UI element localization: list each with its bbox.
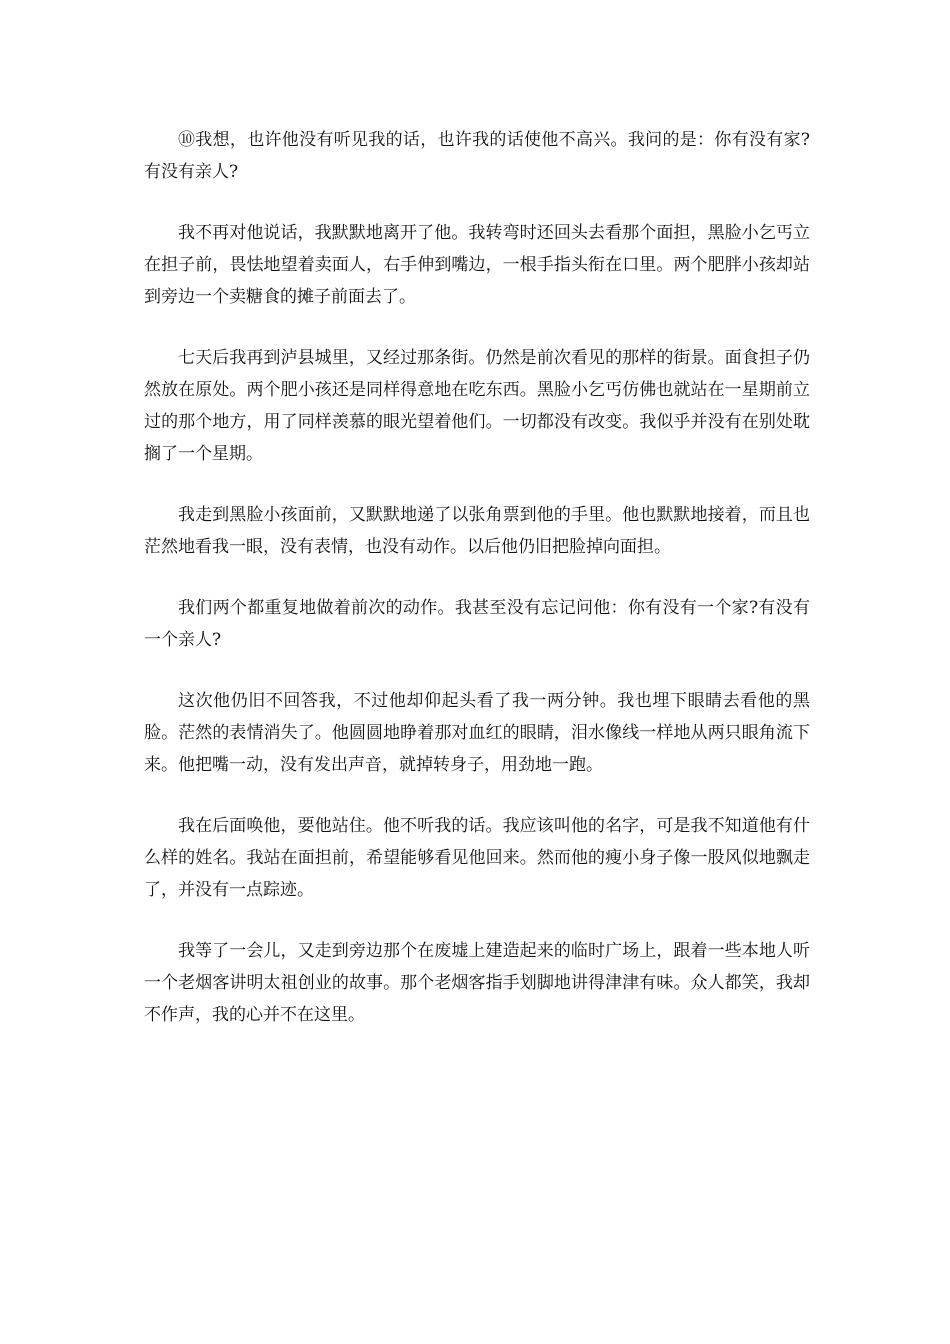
paragraph-6: 这次他仍旧不回答我，不过他却仰起头看了我一两分钟。我也埋下眼睛去看他的黑脸。茫然的表情消失了。他圆圆地睁着那对血红的眼睛，泪水像线一样地从两只眼角流下来。他把嘴一动，没有发出声音，就掉转身子，用劲地一跑。 [144,691,810,775]
paragraph-4: 我走到黑脸小孩面前，又默默地递了以张角票到他的手里。他也默默地接着，而且也茫然地看我一眼，没有表情，也没有动作。以后他仍旧把脸掉向面担。 [144,505,810,557]
paragraph-3: 七天后我再到泸县城里，又经过那条街。仍然是前次看见的那样的街景。面食担子仍然放在原处。两个肥小孩还是同样得意地在吃东西。黑脸小乞丐仿佛也就站在一星期前立过的那个地方，用了同样羡慕的眼光望着他们。一切都没有改变。我似乎并没有在别处耽搁了一个星期。 [144,348,810,464]
document-body [144,124,810,1060]
paragraph-2: 我不再对他说话，我默默地离开了他。我转弯时还回头去看那个面担，黑脸小乞丐立在担子前，畏怯地望着卖面人，右手伸到嘴边，一根手指头衔在口里。两个肥胖小孩却站到旁边一个卖糖食的摊子前面去了。 [144,223,810,307]
paragraph-1: ⑩我想，也许他没有听见我的话，也许我的话使他不高兴。我问的是：你有没有家?有没有亲人? [144,130,810,182]
paragraph-7: 我在后面唤他，要他站住。他不听我的话。我应该叫他的名字，可是我不知道他有什么样的姓名。我站在面担前，希望能够看见他回来。然而他的瘦小身子像一股风似地飘走了，并没有一点踪迹。 [144,816,810,900]
paragraph-8: 我等了一会儿，又走到旁边那个在废墟上建造起来的临时广场上，跟着一些本地人听一个老烟客讲明太祖创业的故事。那个老烟客指手划脚地讲得津津有味。众人都笑，我却不作声，我的心并不在这里。 [144,941,810,1025]
paragraph-5: 我们两个都重复地做着前次的动作。我甚至没有忘记问他：你有没有一个家?有没有一个亲人? [144,598,810,650]
